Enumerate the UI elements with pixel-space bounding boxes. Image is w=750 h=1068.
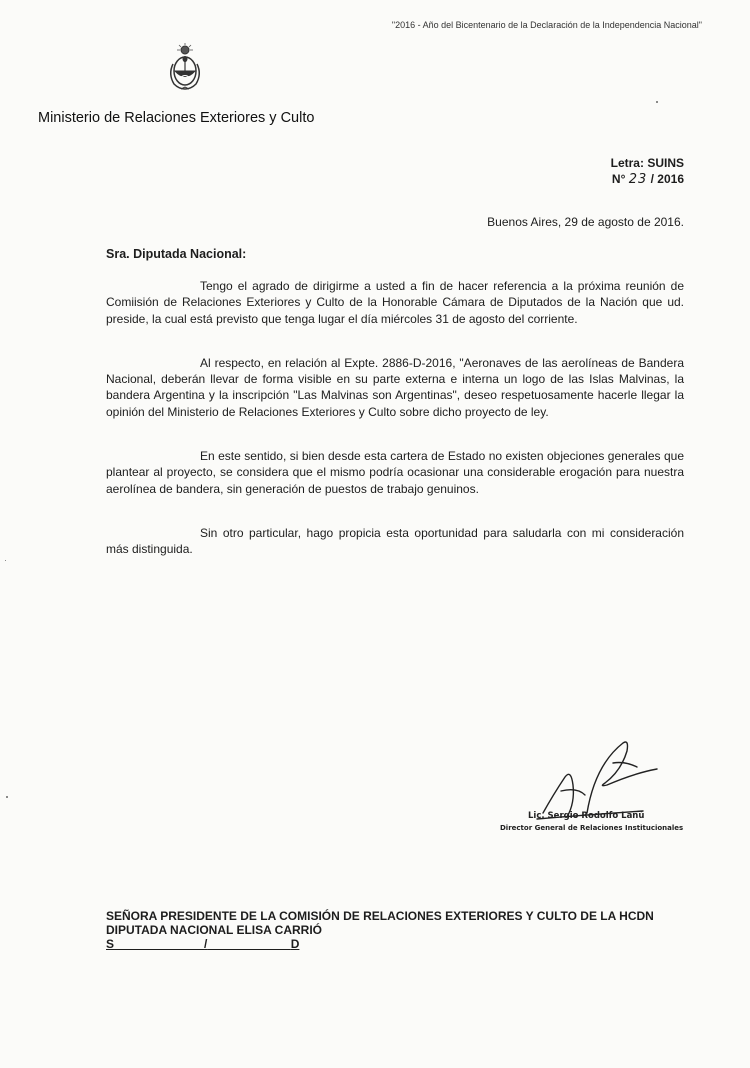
sd-s: S	[106, 937, 115, 951]
scan-speck	[6, 796, 8, 798]
scan-speck	[656, 101, 658, 103]
handwritten-number: 23	[628, 172, 648, 187]
letra-reference: Letra: SUINS	[610, 156, 684, 170]
argentina-coat-of-arms-icon	[166, 42, 204, 92]
reference-number	[611, 171, 684, 188]
paragraph: Al respecto, en relación al Expte. 2886-D-2016, "Aeronaves de las aerolíneas de Bandera Nacional, deberán llevar de forma visible en su parte externa e interna un logo de las Islas Malvinas, la bandera Argentina y la inscripción "Las Malvinas son Argentinas", deseo respetuosamente hacerle llegar la opinión del Ministerio de Relaciones Exteriores y Culto sobre dicho proyecto de ley.	[106, 355, 684, 419]
addressee-line-2: DIPUTADA NACIONAL ELISA CARRIÓ	[106, 923, 322, 937]
sd-slash: /	[204, 937, 208, 951]
sd-d: D	[290, 937, 300, 951]
handwritten-signature	[525, 725, 675, 825]
signer-title: Director General de Relaciones Institucionales	[500, 824, 684, 832]
reference-block	[611, 155, 684, 188]
letter-body	[106, 278, 684, 586]
addressee-block	[106, 909, 686, 951]
su-despacho-line	[106, 937, 686, 951]
signer-name: Lic. Sergio Rodolfo Lanú	[528, 811, 645, 821]
header-motto: "2016 - Año del Bicentenario de la Declaración de la Independencia Nacional"	[391, 20, 702, 30]
addressee-line-1: SEÑORA PRESIDENTE DE LA COMISIÓN DE RELACIONES EXTERIORES Y CULTO DE LA HCDN	[106, 909, 654, 923]
signature-block	[500, 725, 700, 855]
paragraph: Tengo el agrado de dirigirme a usted a fin de hacer referencia a la próxima reunión de Comiisión de Relaciones Exteriores y Culto de la Honorable Cámara de Diputados de la Nación que ud. preside, la cual está previsto que tenga lugar el día miércoles 31 de agosto del corriente.	[106, 279, 684, 326]
date-line: Buenos Aires, 29 de agosto de 2016.	[487, 215, 684, 229]
paragraph: Sin otro particular, hago propicia esta oportunidad para saludarla con mi consideración más distinguida.	[106, 525, 684, 557]
paragraph: En este sentido, si bien desde esta cartera de Estado no existen objeciones generales que plantear al proyecto, se considera que el mismo podría ocasionar una considerable erogación para nuestra aerolínea de bandera, sin generación de puestos de trabajo genuinos.	[106, 449, 684, 496]
number-suffix: / 2016	[650, 172, 684, 186]
salutation: Sra. Diputada Nacional:	[106, 247, 247, 261]
scan-speck	[5, 560, 6, 561]
ministry-name: Ministerio de Relaciones Exteriores y Culto	[38, 110, 315, 126]
number-prefix: N°	[611, 172, 626, 186]
